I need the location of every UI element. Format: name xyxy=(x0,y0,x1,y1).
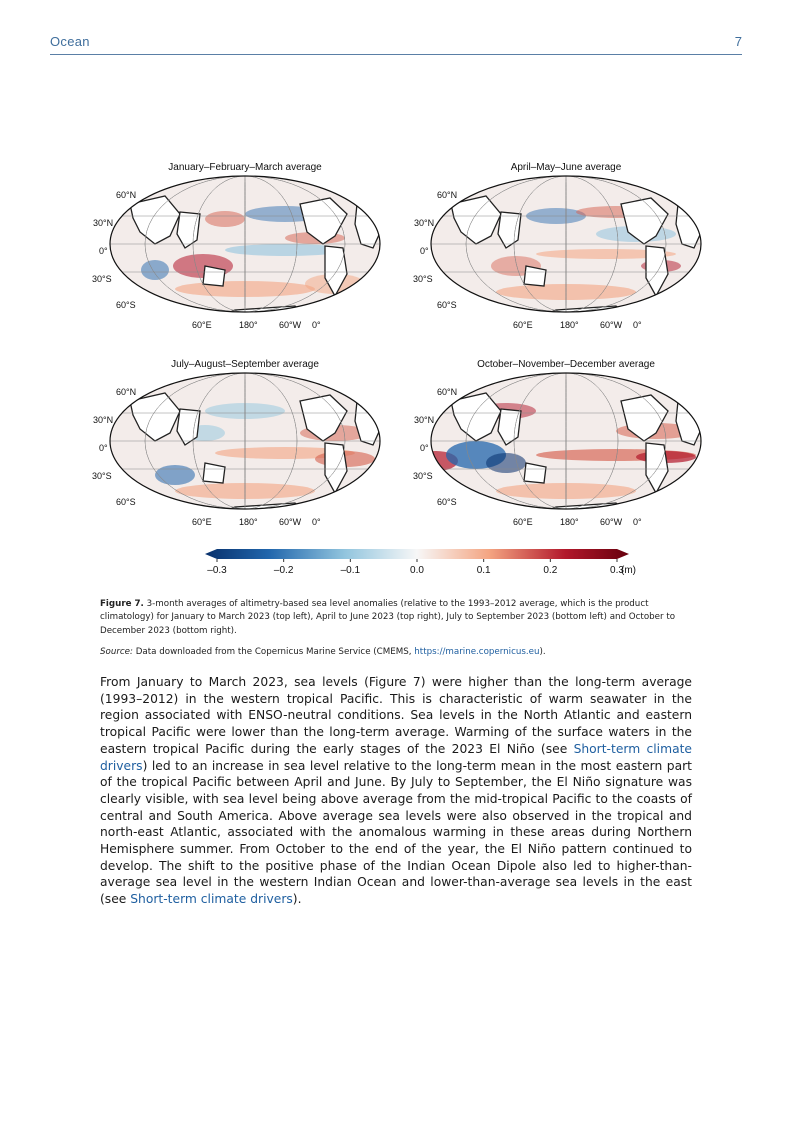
longitude-label: 60°W xyxy=(279,320,302,330)
continent xyxy=(524,463,546,483)
latitude-label: 30°S xyxy=(413,274,433,284)
colorbar-tick-label: 0.2 xyxy=(543,565,558,576)
figure-caption xyxy=(100,598,690,638)
anomaly-patch xyxy=(141,260,169,280)
latitude-label: 0° xyxy=(99,246,108,256)
section-title: Ocean xyxy=(50,34,90,49)
map-panel xyxy=(85,359,405,544)
longitude-label: 180° xyxy=(560,517,579,527)
longitude-label: 0° xyxy=(633,517,642,527)
latitude-label: 0° xyxy=(420,443,429,453)
anomaly-patch xyxy=(205,211,245,227)
longitude-label: 60°W xyxy=(279,517,302,527)
latitude-label: 0° xyxy=(99,443,108,453)
source-label: Source: xyxy=(100,647,133,657)
caption-text: 3-month averages of altimetry-based sea level anomalies (relative to the 1993–2012 average, which is the product climatology) for January to March 2023 (top left), April to June 2023 (top right), July to September 2023 (bottom left) and October to December 2023 (bottom right). xyxy=(100,599,676,636)
latitude-label: 60°S xyxy=(437,497,457,507)
colorbar-tick-label: –0.3 xyxy=(207,565,227,576)
colorbar-unit: (m) xyxy=(621,565,636,576)
paragraph-text-3: ). xyxy=(292,892,302,907)
latitude-label: 60°S xyxy=(116,300,136,310)
map-title: July–August–September average xyxy=(171,359,319,370)
longitude-label: 60°E xyxy=(192,517,212,527)
map-panel xyxy=(85,162,405,347)
paragraph-text-2: ) led to an increase in sea level relative to the long-term mean in the most eastern part of the tropical Pacific between April and June. By July to September, the El Niño signature was clearly visible, with sea level being above average from the mid-tropical Pacific to the coasts of central and South America. Above average sea levels were also observed in the tropical and north-east Atlantic, associated with the anomalous warming in these areas during Northern Hemisphere summer. From October to the end of the year, the El Niño pattern continued to develop. The shift to the positive phase of the Indian Ocean Dipole also led to higher-than-average sea level in the western Indian Ocean and lower-than-average sea levels in the east (see xyxy=(100,758,692,907)
source-end: ). xyxy=(539,647,546,657)
source-link[interactable]: https://marine.copernicus.eu xyxy=(414,647,540,657)
latitude-label: 60°N xyxy=(437,190,458,200)
continent xyxy=(203,266,225,286)
latitude-label: 30°N xyxy=(93,218,114,228)
page-header xyxy=(50,34,742,55)
anomaly-patch xyxy=(496,284,636,300)
colorbar-gradient xyxy=(205,549,629,559)
anomaly-patch xyxy=(155,465,195,485)
latitude-label: 30°S xyxy=(92,471,112,481)
colorbar-tick-label: 0.3 xyxy=(610,565,624,576)
latitude-label: 60°N xyxy=(116,190,137,200)
latitude-label: 60°S xyxy=(437,300,457,310)
map-title: January–February–March average xyxy=(168,162,322,173)
longitude-label: 60°E xyxy=(192,320,212,330)
longitude-label: 0° xyxy=(312,517,321,527)
latitude-label: 30°N xyxy=(414,218,435,228)
colorbar-tick-label: –0.2 xyxy=(273,565,294,576)
anomaly-patch xyxy=(175,483,315,499)
latitude-label: 60°N xyxy=(116,387,137,397)
longitude-label: 180° xyxy=(239,517,258,527)
longitude-label: 0° xyxy=(312,320,321,330)
longitude-label: 180° xyxy=(560,320,579,330)
climate-drivers-link[interactable]: Short-term climate drivers xyxy=(100,741,692,773)
latitude-label: 30°N xyxy=(93,415,114,425)
anomaly-patch xyxy=(175,281,315,297)
colorbar-tick-label: –0.1 xyxy=(340,565,361,576)
source-text: Data downloaded from the Copernicus Marine Service (CMEMS, xyxy=(132,647,415,657)
climate-drivers-link[interactable]: Short-term climate drivers xyxy=(130,892,293,907)
latitude-label: 30°S xyxy=(92,274,112,284)
map-panel xyxy=(406,359,726,544)
latitude-label: 0° xyxy=(420,246,429,256)
figure-label: Figure 7. xyxy=(100,599,144,609)
continent xyxy=(524,266,546,286)
anomaly-patch xyxy=(496,483,636,499)
paragraph-text-1: From January to March 2023, sea levels (Figure 7) were higher than the long-term average (1993–2012) in the western tropical Pacific. This is characteristic of warm seawater in the region associated with ENSO-neutral conditions. Sea levels in the North Atlantic and eastern tropical Pacific were lower than the long-term average. Warming of the surface waters in the eastern tropical Pacific during the early stages of the 2023 El Niño (see xyxy=(100,675,692,756)
latitude-label: 60°S xyxy=(116,497,136,507)
longitude-label: 60°W xyxy=(600,320,623,330)
latitude-label: 30°S xyxy=(413,471,433,481)
longitude-label: 60°E xyxy=(513,517,533,527)
map-panel xyxy=(406,162,726,347)
figure-source xyxy=(100,646,690,659)
longitude-label: 60°E xyxy=(513,320,533,330)
map-title: October–November–December average xyxy=(477,359,655,370)
page-number: 7 xyxy=(734,34,742,49)
colorbar xyxy=(205,548,635,578)
anomaly-patch xyxy=(486,453,526,473)
latitude-label: 60°N xyxy=(437,387,458,397)
longitude-label: 0° xyxy=(633,320,642,330)
colorbar-tick-label: 0.1 xyxy=(476,565,491,576)
continent xyxy=(203,463,225,483)
colorbar-tick-label: 0.0 xyxy=(410,565,424,576)
colorbar-ramp xyxy=(205,548,635,564)
latitude-label: 30°N xyxy=(414,415,435,425)
map-title: April–May–June average xyxy=(510,162,622,173)
body-paragraph xyxy=(100,674,692,908)
anomaly-patch xyxy=(205,403,285,419)
longitude-label: 180° xyxy=(239,320,258,330)
longitude-label: 60°W xyxy=(600,517,623,527)
